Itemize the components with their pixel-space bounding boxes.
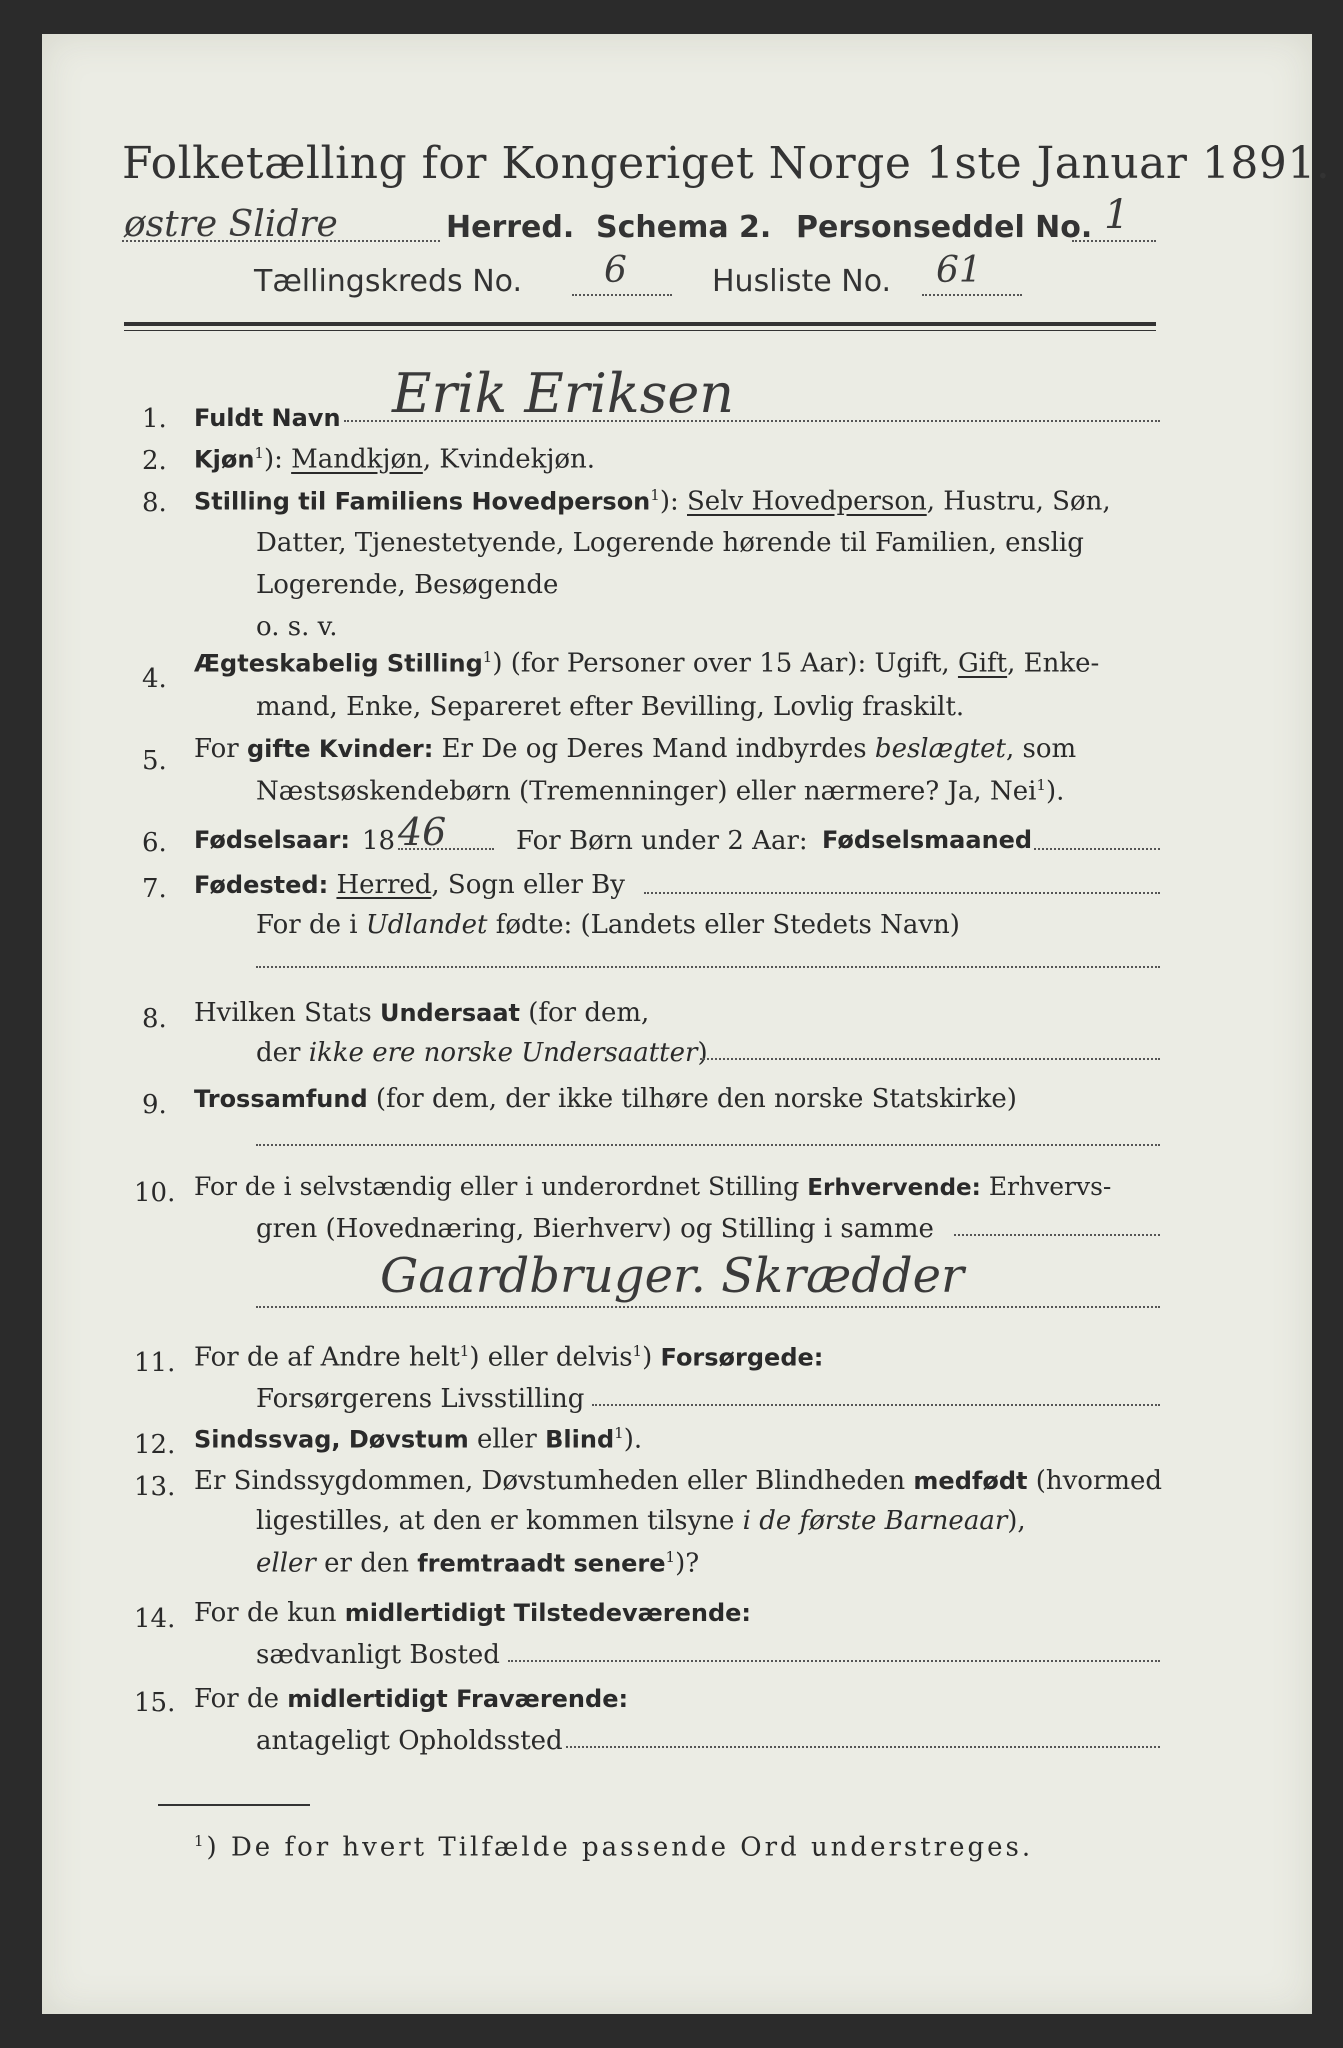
f14-pre: For de kun <box>194 1598 337 1628</box>
f2-sup: 1 <box>254 444 264 462</box>
f6-label2: Fødselsmaaned <box>822 826 1033 854</box>
f8-dots <box>700 1058 1160 1060</box>
f1-value: Erik Eriksen <box>392 362 735 425</box>
f10-num: 10. <box>134 1178 176 1208</box>
f5-pre: For <box>194 734 239 764</box>
kreds-dots <box>572 294 672 296</box>
f1-num: 1. <box>142 404 167 434</box>
f12-sup: 1 <box>614 1424 624 1442</box>
f13-line1-end: (hvormed <box>1035 1466 1163 1496</box>
f7-opt: Herred <box>336 870 432 900</box>
f5-label: gifte Kvinder: <box>246 735 434 763</box>
f14-dots <box>508 1660 1160 1662</box>
f8-rest: (for dem, <box>528 998 650 1028</box>
f9-label: Trossamfund <box>194 1085 368 1113</box>
f13-line1-text: Er Sindssygdommen, Døvstumheden eller Blindheden <box>194 1466 906 1496</box>
f13-line1 <box>194 1468 1162 1494</box>
form-title: Folketælling for Kongeriget Norge 1ste Januar 1891. <box>122 138 1331 189</box>
f13-label3: fremtraadt senere <box>417 1549 666 1578</box>
f13-line3a: er den <box>324 1548 409 1579</box>
f5-sup: 1 <box>1036 776 1046 794</box>
f2-num: 2. <box>142 446 167 476</box>
f7-line2a: For de i <box>256 910 358 940</box>
f10-rest: Erhvervs- <box>988 1172 1112 1201</box>
f10-dots2 <box>256 1306 1160 1308</box>
f3-label: Stilling til Familiens Hovedperson <box>194 487 651 516</box>
f6-dots2 <box>1034 848 1160 850</box>
f13-line3 <box>256 1550 699 1577</box>
f3-sup: 1 <box>650 486 660 504</box>
f13-end: )? <box>675 1548 700 1579</box>
f2-line <box>194 446 595 473</box>
f8-label: Undersaat <box>379 999 520 1027</box>
f5-end: ). <box>1045 776 1065 807</box>
f8-pre: Hvilken Stats <box>194 998 372 1028</box>
f15-label: midlertidigt Fraværende: <box>287 1685 629 1713</box>
f3-rest: ): <box>659 486 679 517</box>
f4-line1 <box>194 650 1099 677</box>
f9-dots <box>256 1144 1160 1146</box>
f3-opt1: Selv Hovedperson <box>687 486 927 517</box>
f7-label: Fødested: <box>194 871 329 899</box>
footnote-text: ) De for hvert Tilfælde passende Ord understreges. <box>206 1832 1034 1863</box>
f11-label: Forsørgede: <box>660 1343 824 1372</box>
f6-value: 46 <box>398 810 447 854</box>
f13-num: 13. <box>134 1472 176 1502</box>
f9-num: 9. <box>142 1090 167 1120</box>
f13-line2i: i de første Barneaar <box>742 1506 1008 1536</box>
f4-rest2: , Enke- <box>1007 648 1100 679</box>
footnote-rule <box>158 1804 310 1806</box>
f5-ital: beslægtet <box>874 734 1006 764</box>
f10-pre: For de i selvstændig eller i underordnet Stilling <box>194 1172 800 1201</box>
f8-num: 8. <box>142 1004 167 1034</box>
f14-line2: sædvanligt Bosted <box>256 1640 500 1670</box>
f3-line4: o. s. v. <box>256 612 338 642</box>
f6-label: Fødselsaar: <box>194 826 350 854</box>
f6-dots <box>398 848 494 850</box>
f12-mid: eller <box>477 1424 537 1455</box>
f8-line2b: ) <box>697 1038 708 1068</box>
f3-line1-rest: , Hustru, Søn, <box>926 486 1111 517</box>
f9-rest: (for dem, der ikke tilhøre den norske Statskirke) <box>375 1084 1017 1114</box>
f13-line2 <box>256 1508 1026 1534</box>
f2-label: Kjøn <box>194 445 255 474</box>
f5-line2-text: Næstsøskendebørn (Tremenninger) eller nærmere? Ja, Nei <box>256 776 1037 807</box>
f7-dots2 <box>256 966 1160 968</box>
f10-line2: gren (Hovednæring, Bierhverv) og Stilling i samme <box>256 1214 934 1244</box>
f10-dots <box>954 1234 1160 1236</box>
f7-line2 <box>256 912 960 938</box>
f15-num: 15. <box>134 1688 176 1718</box>
f6-num: 6. <box>142 828 167 858</box>
f4-line2: mand, Enke, Separeret efter Bevilling, Lovlig fraskilt. <box>256 692 965 722</box>
footnote-sup: 1 <box>194 1832 207 1850</box>
f2-opt2: , Kvindekjøn. <box>422 444 596 475</box>
f4-rest1: ) (for Personer over 15 Aar): Ugift, <box>492 648 950 679</box>
personseddel-label: Personseddel No. <box>796 210 1093 245</box>
f3-line1 <box>194 488 1111 515</box>
f12-label2: Blind <box>545 1425 615 1454</box>
f8-line2 <box>256 1040 708 1066</box>
f13-sup: 1 <box>665 1548 676 1566</box>
f14-line1 <box>194 1600 751 1626</box>
f6-rest: For Børn under 2 Aar: <box>516 826 808 856</box>
f1-dots <box>344 420 1160 422</box>
f15-line1 <box>194 1686 628 1712</box>
f4-opt: Gift <box>957 648 1008 679</box>
f8-line2i: ikke ere norske Undersaatter <box>308 1038 698 1068</box>
f5-rest: Er De og Deres Mand indbyrdes <box>441 734 867 764</box>
f11-line2: Forsørgerens Livsstilling <box>256 1384 585 1414</box>
f7-dots <box>644 892 1160 894</box>
husliste-value: 61 <box>936 250 982 291</box>
f7-num: 7. <box>142 874 167 904</box>
f10-label: Erhvervende: <box>807 1175 981 1201</box>
personseddel-dots <box>1072 240 1156 242</box>
herred-label: Herred. <box>446 210 575 245</box>
f8-line2a: der <box>256 1038 301 1068</box>
f5-line2 <box>256 778 1064 805</box>
f14-label: midlertidigt Tilstedeværende: <box>344 1599 752 1627</box>
f2-rest: ): <box>263 444 283 475</box>
header-rule <box>124 322 1156 326</box>
footnote <box>194 1832 1033 1863</box>
f11-mid: ) eller delvis <box>469 1342 633 1373</box>
f5-num: 5. <box>142 746 167 776</box>
f13-label: medfødt <box>913 1467 1028 1495</box>
f3-num: 8. <box>142 488 167 518</box>
personseddel-value: 1 <box>1104 192 1130 238</box>
f4-num: 4. <box>142 664 167 694</box>
husliste-dots <box>922 294 1022 296</box>
f12-num: 12. <box>134 1430 176 1460</box>
f13-line2a: ligestilles, at den er kommen tilsyne <box>256 1506 735 1536</box>
f11-end: ) <box>642 1342 653 1373</box>
header-rule-thin <box>124 330 1156 331</box>
f2-opt1: Mandkjøn <box>291 444 423 475</box>
f5-line1 <box>194 736 1076 762</box>
f12-end: ). <box>623 1424 643 1455</box>
f4-label: Ægteskabelig Stilling <box>194 649 483 678</box>
f11-dots <box>592 1404 1160 1406</box>
f15-pre: For de <box>194 1684 279 1714</box>
f9-line1 <box>194 1086 1017 1112</box>
f12-label: Sindssvag, Døvstum <box>194 1425 469 1454</box>
f7-line2i: Udlandet <box>365 910 488 940</box>
f10-value: Gaardbruger. Skrædder <box>380 1248 964 1304</box>
f11-sup1: 1 <box>459 1342 470 1360</box>
f15-dots <box>566 1746 1160 1748</box>
f13-line3i: eller <box>256 1548 316 1579</box>
f1-label: Fuldt Navn <box>194 404 341 432</box>
f12-line1 <box>194 1426 642 1453</box>
f5-rest2: , som <box>1005 734 1077 764</box>
f11-pre: For de af Andre helt <box>194 1342 460 1373</box>
f15-line2: antageligt Opholdssted <box>256 1726 563 1756</box>
husliste-label: Husliste No. <box>712 264 892 299</box>
f11-sup2: 1 <box>632 1342 643 1360</box>
kreds-label: Tællingskreds No. <box>254 264 522 299</box>
f8-line1 <box>194 1000 649 1026</box>
schema-label: Schema 2. <box>596 210 772 245</box>
f11-line1 <box>194 1344 823 1371</box>
f3-line2: Datter, Tjenestetyende, Logerende hørende til Familien, enslig <box>256 528 1084 558</box>
f6-prefix: 18 <box>362 826 396 856</box>
f10-line1 <box>194 1174 1111 1200</box>
f7-rest: , Sogn eller By <box>431 870 625 900</box>
herred-dots <box>122 240 440 242</box>
f4-sup: 1 <box>482 648 493 666</box>
herred-value: østre Slidre <box>124 204 338 245</box>
f7-line2b: fødte: (Landets eller Stedets Navn) <box>495 910 960 940</box>
f3-line3: Logerende, Besøgende <box>256 570 559 600</box>
f14-num: 14. <box>134 1604 176 1634</box>
f13-line2b: ), <box>1007 1506 1026 1536</box>
f7-line1 <box>194 872 625 898</box>
kreds-value: 6 <box>604 250 627 291</box>
f11-num: 11. <box>134 1348 176 1378</box>
